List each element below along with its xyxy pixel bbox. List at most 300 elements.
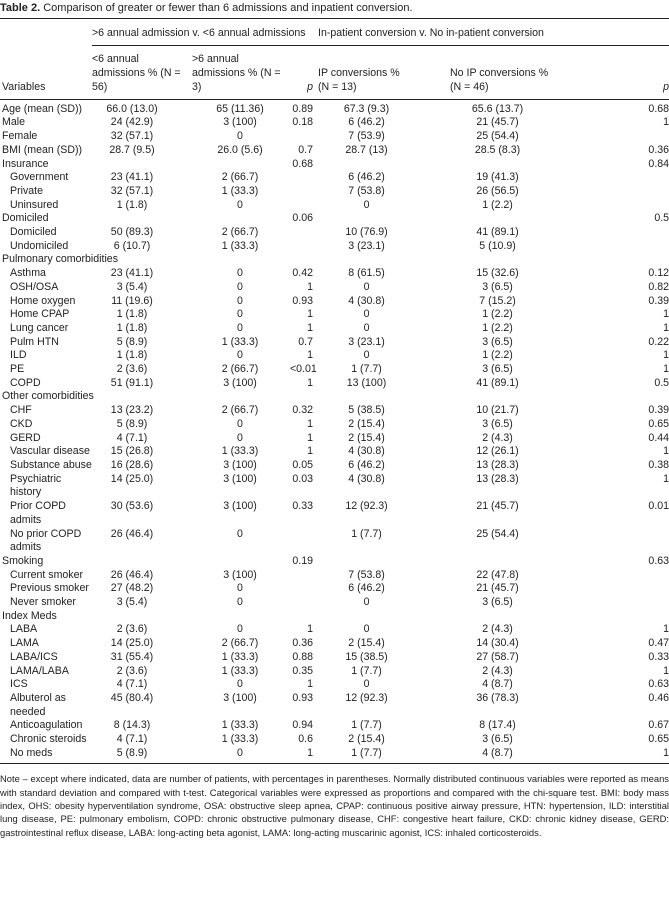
- lt6-cell: 31 (55.4): [110, 650, 154, 663]
- lt6-cell: 26 (46.4): [110, 568, 154, 581]
- p1-cell: 1: [307, 308, 314, 321]
- noip-cell: [450, 390, 645, 404]
- p2-cell: 0.39: [648, 404, 669, 417]
- p1-cell: 1: [307, 349, 314, 362]
- ip-cell: 28.7 (13): [345, 143, 388, 156]
- noip-cell: 2 (4.3): [482, 623, 513, 636]
- p1-cell: <0.01: [290, 363, 317, 376]
- ip-cell: 1 (7.7): [351, 363, 382, 376]
- noip-cell: 1 (2.2): [482, 308, 513, 321]
- variable-cell: LABA/ICS: [10, 650, 58, 663]
- ip-cell: 67.3 (9.3): [343, 102, 390, 115]
- gt6-cell: 3 (100): [223, 116, 257, 129]
- ip-cell: [313, 158, 450, 172]
- gt6-cell: 65 (11.36): [216, 102, 264, 115]
- lt6-cell: 26 (46.4): [110, 527, 154, 540]
- table-row: [0, 404, 669, 418]
- variable-cell: Prior COPD admits: [10, 500, 66, 526]
- table-row: [0, 144, 669, 158]
- table-caption: [0, 0, 669, 18]
- noip-cell: [450, 158, 645, 172]
- ip-cell: [313, 390, 450, 404]
- noip-cell: 25 (54.4): [476, 527, 519, 540]
- p2-cell: 0.22: [648, 335, 669, 348]
- data-table: [0, 18, 669, 764]
- variable-cell: Undomiciled: [10, 239, 69, 252]
- table-row: [0, 569, 669, 583]
- lt6-cell: 15 (26.8): [110, 445, 154, 458]
- table-row: [0, 678, 669, 692]
- ip-cell: 7 (53.9): [348, 130, 385, 143]
- p2-cell: 0.5: [654, 212, 669, 225]
- gt6-cell: 2 (66.7): [221, 363, 259, 376]
- variable-cell: Home CPAP: [10, 308, 70, 321]
- noip-cell: 19 (41.3): [476, 171, 519, 184]
- ip-cell: 6 (46.2): [348, 116, 385, 129]
- table-row: [0, 473, 669, 500]
- gt6-cell: 26.0 (5.6): [217, 143, 263, 156]
- variable-cell: Never smoker: [10, 596, 76, 609]
- p1-cell: 0.89: [292, 102, 314, 115]
- p1-cell: 0.32: [292, 404, 314, 417]
- lt6-cell: 4 (7.1): [116, 431, 148, 444]
- gt6-cell: 0: [237, 678, 243, 691]
- variable-cell: No prior COPD admits: [10, 527, 82, 554]
- gt6-cell: 0: [237, 582, 243, 595]
- noip-cell: 1 (2.2): [482, 198, 513, 211]
- header-gt6: >6 annual admissions % (N = 3): [190, 45, 290, 99]
- table-row: [0, 349, 669, 363]
- p1-cell: 0.36: [292, 637, 314, 650]
- ip-cell: 0: [363, 198, 370, 211]
- caption-label: Table 2.: [0, 2, 41, 14]
- variable-cell: Government: [10, 171, 69, 184]
- ip-cell: 0: [363, 678, 370, 691]
- noip-cell: 41 (89.1): [476, 226, 519, 239]
- p2-cell: 0.84: [648, 157, 669, 170]
- noip-cell: 3 (6.5): [482, 596, 513, 609]
- lt6-cell: 1 (1.8): [116, 349, 148, 362]
- p1-cell: 0.05: [292, 458, 314, 471]
- gt6-cell: 1 (33.3): [221, 184, 259, 197]
- group-admissions: >6 annual admission v. <6 annual admissions: [92, 19, 313, 46]
- p1-cell: 0.94: [292, 719, 314, 732]
- table-row: [0, 596, 669, 610]
- variable-cell: Home oxygen: [10, 294, 76, 307]
- p1-cell: [290, 610, 313, 624]
- p1-cell: [290, 596, 313, 610]
- gt6-cell: 0: [237, 349, 243, 362]
- variable-cell: Smoking: [2, 554, 44, 567]
- table-row: [0, 99, 669, 116]
- gt6-cell: 3 (100): [223, 376, 257, 389]
- table-row: [0, 418, 669, 432]
- table-row: [0, 747, 669, 764]
- p1-cell: 0.06: [292, 212, 314, 225]
- noip-cell: 21 (45.7): [476, 582, 519, 595]
- variable-cell: Pulmonary comorbidities: [2, 253, 118, 266]
- ip-cell: 2 (15.4): [348, 637, 385, 650]
- variable-cell: Index Meds: [2, 609, 57, 622]
- p1-cell: 0.68: [292, 157, 314, 170]
- table-row: [0, 226, 669, 240]
- ip-cell: [313, 212, 450, 226]
- variable-cell: Substance abuse: [10, 458, 92, 471]
- noip-cell: 7 (15.2): [479, 294, 516, 307]
- gt6-cell: 0: [237, 280, 243, 293]
- gt6-cell: 0: [237, 527, 243, 540]
- gt6-cell: [190, 253, 290, 267]
- noip-cell: 3 (6.5): [482, 280, 513, 293]
- noip-cell: 4 (8.7): [482, 678, 513, 691]
- lt6-cell: 16 (28.6): [110, 458, 154, 471]
- ip-cell: 7 (53.8): [348, 568, 385, 581]
- lt6-cell: [92, 610, 190, 624]
- lt6-cell: 5 (8.9): [92, 747, 190, 764]
- table-row: [0, 240, 669, 254]
- lt6-cell: 24 (42.9): [110, 116, 154, 129]
- p2-cell: 1: [663, 664, 669, 677]
- lt6-cell: 23 (41.1): [110, 267, 154, 280]
- variable-cell: CHF: [10, 404, 32, 417]
- table-row: [0, 212, 669, 226]
- table-row: [0, 390, 669, 404]
- ip-cell: [313, 555, 450, 569]
- p1-cell: 1: [307, 431, 314, 444]
- gt6-cell: 0: [237, 198, 243, 211]
- noip-cell: 1 (2.2): [482, 349, 513, 362]
- noip-cell: 2 (4.3): [482, 664, 513, 677]
- p1-cell: 0.93: [292, 691, 314, 704]
- p2-cell: 0.46: [648, 691, 669, 704]
- ip-cell: 6 (46.2): [348, 458, 385, 471]
- table-note: Note – except where indicated, data are number of patients, with percentages in parentheses. Normally distributed continuous variables were reported as means with standard deviation and compared with t-test. Categorical variables were expressed as proportions and compared with the chi-square test. BMI: body mass index, OHS: obesity hyperventilation syndrome, OSA: obstructive sleep apnea, CPAP: continuous positive airway pressure, HTN: hypertension, ILD: interstitial lung disease, PE: pulmonary embolism, COPD: chronic obstructive pulmonary disease, CHF: congestive heart failure, CKD: chronic kidney disease, GERD: gastrointestinal reflux disease, LABA: long-acting beta agonist, LAMA: long-acting muscarinic agonist, ICS: inhaled corticosteroids.: [0, 773, 669, 838]
- ip-cell: 0: [363, 280, 370, 293]
- p2-cell: [645, 610, 669, 624]
- p1-cell: 0.03: [292, 472, 314, 485]
- lt6-cell: 1 (1.8): [116, 198, 148, 211]
- group-header-row: [0, 19, 669, 46]
- ip-cell: 13 (100): [346, 376, 387, 389]
- variable-cell: Other comorbidities: [2, 390, 94, 403]
- variable-cell: Previous smoker: [10, 582, 89, 595]
- gt6-cell: 0: [237, 267, 243, 280]
- p1-cell: 0.7: [298, 335, 314, 348]
- table-row: [0, 253, 669, 267]
- lt6-cell: 2 (3.6): [116, 363, 148, 376]
- table-row: [0, 582, 669, 596]
- variable-cell: BMI (mean (SD)): [2, 143, 83, 156]
- variable-cell: Domiciled: [10, 226, 57, 239]
- ip-cell: 4 (30.8): [348, 294, 385, 307]
- p1-cell: [290, 582, 313, 596]
- lt6-cell: 45 (80.4): [110, 691, 154, 704]
- p2-cell: 0.65: [648, 733, 669, 746]
- p2-cell: 0.63: [648, 554, 669, 567]
- p2-cell: 0.39: [648, 294, 669, 307]
- noip-cell: [450, 610, 645, 624]
- variable-cell: GERD: [10, 431, 41, 444]
- lt6-cell: 66.0 (13.0): [106, 102, 158, 115]
- variable-cell: Pulm HTN: [10, 335, 59, 348]
- gt6-cell: [190, 158, 290, 172]
- gt6-cell: 2 (66.7): [221, 226, 259, 239]
- noip-cell: 21 (45.7): [476, 116, 519, 129]
- p1-cell: [290, 199, 313, 213]
- p2-cell: 1: [663, 472, 669, 485]
- p2-cell: 0.33: [648, 650, 669, 663]
- p2-cell: [645, 596, 669, 610]
- p2-cell: [645, 226, 669, 240]
- ip-cell: 0: [363, 349, 370, 362]
- noip-cell: 21 (45.7): [476, 500, 519, 513]
- p1-cell: [290, 390, 313, 404]
- p1-cell: 0.7: [298, 143, 314, 156]
- variable-cell: Albuterol as needed: [10, 691, 66, 718]
- p2-cell: [645, 390, 669, 404]
- header-p1: p: [290, 45, 313, 99]
- lt6-cell: 14 (25.0): [110, 472, 154, 485]
- ip-cell: 6 (46.2): [348, 171, 385, 184]
- gt6-cell: 0: [237, 130, 243, 143]
- noip-cell: 3 (6.5): [482, 417, 513, 430]
- table-row: [0, 665, 669, 679]
- variable-cell: Current smoker: [10, 568, 83, 581]
- gt6-cell: 0: [237, 623, 243, 636]
- lt6-cell: 2 (3.6): [116, 623, 148, 636]
- gt6-cell: 0: [237, 431, 243, 444]
- variable-cell: Female: [2, 130, 38, 143]
- p2-cell: 0.67: [648, 719, 669, 732]
- p1-cell: [290, 240, 313, 254]
- noip-cell: 22 (47.8): [476, 568, 519, 581]
- gt6-cell: [190, 212, 290, 226]
- lt6-cell: 11 (19.6): [111, 294, 153, 307]
- p2-cell: [645, 253, 669, 267]
- p2-cell: [645, 569, 669, 583]
- p2-cell: 0.82: [648, 280, 669, 293]
- header-ip: IP conversions % (N = 13): [313, 45, 450, 99]
- ip-cell: 4 (30.8): [348, 472, 385, 485]
- p2-cell: 1: [663, 116, 669, 129]
- lt6-cell: 28.7 (9.5): [109, 143, 155, 156]
- gt6-cell: 0: [237, 321, 243, 334]
- p1-cell: [290, 130, 313, 144]
- noip-cell: 10 (21.7): [476, 404, 519, 417]
- p2-cell: 1: [663, 321, 669, 334]
- lt6-cell: 5 (8.9): [116, 417, 148, 430]
- gt6-cell: [190, 610, 290, 624]
- p1-cell: 0.93: [292, 294, 314, 307]
- gt6-cell: 2 (66.7): [221, 637, 259, 650]
- gt6-cell: [190, 390, 290, 404]
- variable-cell: Chronic steroids: [10, 733, 87, 746]
- noip-cell: 3 (6.5): [482, 733, 513, 746]
- p1-cell: 1: [307, 678, 314, 691]
- p1-cell: 0.42: [292, 267, 314, 280]
- ip-cell: 3 (23.1): [348, 239, 385, 252]
- noip-cell: 3 (6.5): [482, 335, 513, 348]
- p2-cell: 0.65: [648, 417, 669, 430]
- p1-cell: [290, 528, 313, 555]
- noip-cell: 4 (8.7): [450, 747, 645, 764]
- noip-cell: 12 (26.1): [476, 445, 519, 458]
- ip-cell: 12 (92.3): [345, 691, 388, 704]
- gt6-cell: 3 (100): [223, 691, 257, 704]
- p1-cell: 0.35: [292, 664, 314, 677]
- p2-cell: [645, 130, 669, 144]
- noip-cell: [450, 253, 645, 267]
- table-row: [0, 555, 669, 569]
- gt6-cell: 0: [237, 417, 243, 430]
- ip-cell: 4 (30.8): [348, 445, 385, 458]
- p2-cell: 0.01: [648, 500, 669, 513]
- table-row: [0, 610, 669, 624]
- p1-cell: 0.19: [292, 554, 314, 567]
- lt6-cell: 27 (48.2): [110, 582, 154, 595]
- table-row: [0, 651, 669, 665]
- table-row: [0, 322, 669, 336]
- noip-cell: 1 (2.2): [482, 321, 513, 334]
- p2-cell: 0.63: [648, 678, 669, 691]
- gt6-cell: 1 (33.3): [221, 650, 259, 663]
- lt6-cell: [92, 158, 190, 172]
- ip-cell: 3 (23.1): [348, 335, 385, 348]
- noip-cell: 3 (6.5): [482, 363, 513, 376]
- p1-cell: [290, 253, 313, 267]
- noip-cell: 25 (54.4): [476, 130, 519, 143]
- p2-cell: [645, 240, 669, 254]
- variable-cell: Anticoagulation: [10, 719, 83, 732]
- variable-cell: COPD: [10, 376, 41, 389]
- table-row: [0, 295, 669, 309]
- noip-cell: 2 (4.3): [482, 431, 513, 444]
- gt6-cell: 0: [237, 294, 243, 307]
- variable-cell: Vascular disease: [10, 445, 90, 458]
- ip-cell: 0: [363, 308, 370, 321]
- table-row: [0, 637, 669, 651]
- p1-cell: 0.18: [292, 116, 314, 129]
- p2-cell: 0.36: [648, 143, 669, 156]
- variable-cell: CKD: [10, 417, 33, 430]
- variable-cell: Private: [10, 184, 43, 197]
- table-row: [0, 199, 669, 213]
- gt6-cell: 1 (33.3): [221, 664, 259, 677]
- gt6-cell: 3 (100): [223, 568, 257, 581]
- p2-cell: 1: [663, 308, 669, 321]
- p1-cell: 0.33: [292, 500, 314, 513]
- header-p2: p: [645, 45, 669, 99]
- ip-cell: 0: [363, 596, 370, 609]
- p2-cell: [645, 185, 669, 199]
- p2-cell: 0.44: [648, 431, 669, 444]
- header-variables: Variables: [0, 45, 92, 99]
- group-conversion: In-patient conversion v. No in-patient conversion: [313, 19, 669, 46]
- header-noip: No IP conversions % (N = 46): [450, 45, 645, 99]
- lt6-cell: 1 (1.8): [116, 321, 148, 334]
- p1-cell: 1: [307, 445, 314, 458]
- variable-cell: Domiciled: [2, 212, 49, 225]
- variable-cell: Psychiatric history: [10, 472, 62, 499]
- p1-cell: [290, 226, 313, 240]
- ip-cell: 0: [363, 623, 370, 636]
- variable-cell: ILD: [10, 349, 27, 362]
- ip-cell: 6 (46.2): [348, 582, 385, 595]
- ip-cell: 2 (15.4): [348, 417, 385, 430]
- noip-cell: 26 (56.5): [476, 184, 519, 197]
- p2-cell: 0.12: [648, 267, 669, 280]
- ip-cell: [313, 610, 450, 624]
- variable-cell: Insurance: [2, 157, 49, 170]
- ip-cell: 1 (7.7): [351, 719, 382, 732]
- noip-cell: [450, 212, 645, 226]
- lt6-cell: 51 (91.1): [110, 376, 154, 389]
- lt6-cell: 2 (3.6): [116, 664, 148, 677]
- ip-cell: 7 (53.8): [348, 184, 385, 197]
- variable-cell: Lung cancer: [10, 321, 69, 334]
- variable-cell: LAMA/LABA: [10, 664, 69, 677]
- p2-cell: [645, 528, 669, 555]
- lt6-cell: 1 (1.8): [116, 308, 148, 321]
- table-row: [0, 130, 669, 144]
- p1-cell: 1: [307, 321, 314, 334]
- table-row: [0, 363, 669, 377]
- column-header-row: [0, 45, 669, 99]
- p2-cell: 0.5: [654, 376, 669, 389]
- ip-cell: 2 (15.4): [348, 733, 385, 746]
- p2-cell: 1: [663, 363, 669, 376]
- variable-cell: Male: [2, 116, 25, 129]
- ip-cell: 10 (76.9): [345, 226, 388, 239]
- lt6-cell: 23 (41.1): [110, 171, 154, 184]
- table-row: [0, 500, 669, 527]
- p2-cell: 0.47: [648, 637, 669, 650]
- table-row: [0, 459, 669, 473]
- variable-cell: Asthma: [10, 267, 46, 280]
- noip-cell: 14 (30.4): [476, 637, 519, 650]
- p2-cell: 1: [663, 349, 669, 362]
- p1-cell: [290, 569, 313, 583]
- ip-cell: 8 (61.5): [348, 267, 385, 280]
- noip-cell: 8 (17.4): [479, 719, 516, 732]
- lt6-cell: 3 (5.4): [116, 596, 148, 609]
- noip-cell: 27 (58.7): [476, 650, 519, 663]
- gt6-cell: 3 (100): [223, 458, 257, 471]
- gt6-cell: 0: [237, 596, 243, 609]
- p2-cell: 1: [645, 747, 669, 764]
- noip-cell: 28.5 (8.3): [474, 143, 521, 156]
- p1-cell: 1: [290, 747, 313, 764]
- table-row: [0, 158, 669, 172]
- ip-cell: 15 (38.5): [345, 650, 388, 663]
- lt6-cell: [92, 390, 190, 404]
- table-row: [0, 445, 669, 459]
- lt6-cell: 30 (53.6): [110, 500, 154, 513]
- lt6-cell: 3 (5.4): [116, 280, 148, 293]
- lt6-cell: 32 (57.1): [110, 130, 154, 143]
- variable-cell: No meds: [0, 747, 92, 764]
- ip-cell: 0: [363, 321, 370, 334]
- noip-cell: 41 (89.1): [476, 376, 519, 389]
- gt6-cell: 1 (33.3): [221, 719, 259, 732]
- lt6-cell: [92, 212, 190, 226]
- table-row: [0, 719, 669, 733]
- variable-cell: OSH/OSA: [10, 280, 59, 293]
- gt6-cell: 1 (33.3): [221, 239, 259, 252]
- gt6-cell: 2 (66.7): [221, 404, 259, 417]
- gt6-cell: 1 (33.3): [221, 445, 259, 458]
- caption-text: Comparison of greater or fewer than 6 admissions and inpatient conversion.: [43, 2, 413, 14]
